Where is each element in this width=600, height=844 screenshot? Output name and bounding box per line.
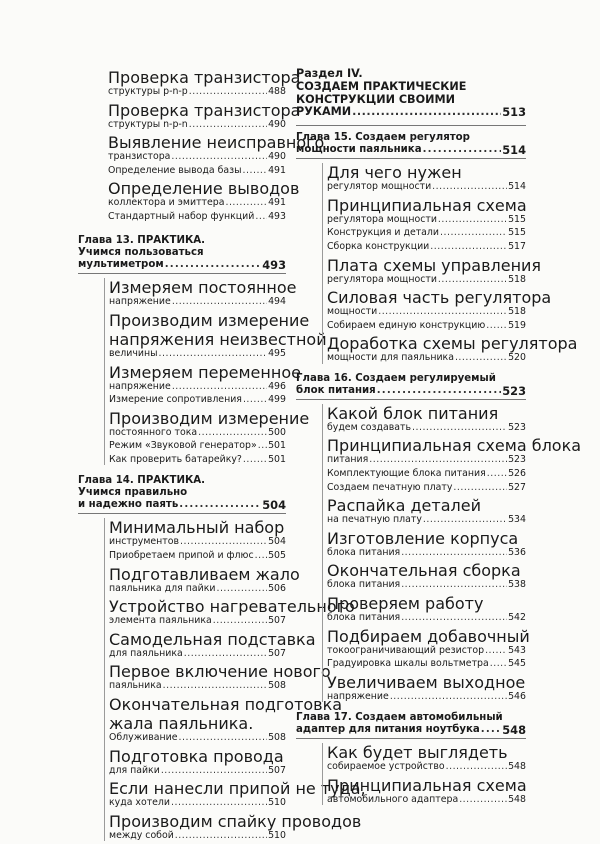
entry-line: Устройство нагревательного (109, 597, 355, 617)
entry-line: Градуировка шкалы вольтметра (327, 658, 489, 670)
dot-leader (175, 831, 267, 841)
dot-leader (352, 106, 501, 119)
page-number: 518 (508, 306, 526, 318)
dot-leader (401, 548, 507, 558)
toc-entry[interactable] (105, 747, 286, 776)
dot-leader (423, 515, 507, 525)
page-number: 513 (502, 105, 526, 120)
dot-leader (438, 275, 507, 285)
toc-entry[interactable] (323, 529, 526, 558)
toc-entry[interactable] (78, 68, 301, 97)
entry-line: величины (109, 347, 158, 359)
dot-leader (189, 87, 267, 97)
dot-leader (179, 499, 261, 511)
dot-leader (453, 483, 507, 493)
entry-line: Конструкция и детали (327, 227, 440, 239)
chapter-16-entries (322, 403, 582, 702)
entry-line: Доработка схемы регулятора (327, 334, 578, 354)
page-number: 520 (508, 352, 526, 364)
entry-line: регулятора мощности (327, 273, 437, 285)
entry-line: будем создавать (327, 421, 411, 433)
toc-entry[interactable] (105, 408, 310, 438)
dot-leader (225, 198, 267, 208)
page-number: 526 (508, 467, 526, 479)
toc-entry[interactable] (323, 776, 526, 805)
page-number: 500 (268, 426, 286, 438)
page-number: 538 (508, 579, 526, 591)
page-number: 523 (502, 383, 526, 398)
toc-entry[interactable] (105, 811, 362, 841)
toc-entry[interactable] (105, 395, 286, 405)
entry-line: паяльника (109, 680, 162, 692)
dot-leader (171, 798, 267, 808)
section-title-line: СОЗДАЕМ ПРАКТИЧЕСКИЕ (296, 79, 467, 93)
dot-leader (481, 724, 501, 736)
dot-leader (216, 584, 267, 594)
entry-line: Облуживание (109, 731, 178, 743)
toc-entry[interactable] (323, 163, 526, 192)
toc-entry[interactable] (323, 242, 526, 252)
toc-entry[interactable] (323, 228, 526, 238)
chapter-title-line: и надежно паять (78, 499, 179, 511)
page-number: 548 (502, 723, 526, 738)
chapter-title-line: Глава 17. Создаем автомобильный (296, 712, 503, 724)
page-number: 545 (508, 658, 526, 670)
toc-entry[interactable] (323, 196, 526, 225)
entry-line: собираемое устройство (327, 761, 445, 773)
entry-line: регулятор мощности (327, 181, 432, 193)
page-number: 501 (268, 453, 286, 465)
page-number: 507 (268, 764, 286, 776)
toc-entry[interactable] (78, 133, 325, 163)
toc-entry[interactable] (105, 518, 286, 547)
page-number: 543 (508, 644, 526, 656)
page-number: 491 (268, 197, 286, 209)
entry-line: Окончательная подготовка (109, 694, 343, 714)
entry-line: Подготавливаем жало (109, 564, 300, 584)
chapter-title-line: Глава 14. ПРАКТИКА. (78, 475, 206, 487)
toc-entry[interactable] (105, 441, 286, 451)
entry-line: Как будет выглядеть (327, 743, 508, 763)
page-number: 510 (268, 829, 286, 841)
page-number: 491 (268, 164, 286, 176)
page-number: 496 (268, 380, 286, 392)
entry-line: на печатную плату (327, 514, 422, 526)
chapter-title-line: Учимся правильно (78, 487, 188, 499)
divider (78, 273, 286, 274)
toc-entry[interactable] (323, 561, 526, 590)
dot-leader (455, 353, 507, 363)
section-title-line: КОНСТРУКЦИИ СВОИМИ (296, 92, 455, 106)
toc-entry[interactable] (78, 212, 286, 222)
dot-leader (438, 215, 507, 225)
entry-line: Плата схемы управления (327, 255, 542, 275)
page-number: 515 (508, 227, 526, 239)
section-title-line: Раздел IV. (296, 67, 363, 80)
entry-line: Измеряем переменное (109, 362, 301, 382)
toc-right-column (296, 67, 582, 808)
entry-line: Стандартный набор функций (108, 210, 255, 222)
page-number: 490 (268, 151, 286, 163)
entry-line: Минимальный набор (109, 518, 285, 538)
entry-line: питания (327, 454, 369, 466)
toc-entry[interactable] (105, 564, 300, 594)
page-number: 507 (268, 647, 286, 659)
entry-line: Распайка деталей (327, 496, 481, 516)
toc-entry[interactable] (323, 626, 530, 656)
entry-line: Самодельная подставка (109, 629, 316, 649)
dot-leader (432, 182, 507, 192)
page-number: 490 (268, 118, 286, 130)
page-number: 519 (508, 319, 526, 331)
dot-leader (179, 733, 268, 743)
toc-entry[interactable] (78, 179, 300, 209)
entry-line: коллектора и эмиттера (108, 197, 225, 209)
page-number: 546 (508, 690, 526, 702)
page-number: 493 (262, 258, 286, 273)
entry-line: блока питания (327, 611, 401, 623)
entry-line: напряжение (327, 690, 389, 702)
entry-line: Производим измерение (109, 310, 310, 330)
toc-entry[interactable] (105, 551, 286, 561)
entry-line: Увеличиваем выходное (327, 672, 526, 692)
entry-line: Определение вывода базы (108, 164, 242, 176)
toc-entry[interactable] (323, 659, 526, 669)
entry-line: Создаем печатную плату (327, 481, 453, 493)
chapter-title-line: Глава 13. ПРАКТИКА. (78, 235, 206, 247)
toc-entry[interactable] (105, 455, 286, 465)
entry-line: Проверяем работу (327, 593, 484, 613)
chapter-title-line: адаптер для питания ноутбука (296, 724, 480, 736)
entry-line: Проверка транзистора (108, 100, 301, 120)
entry-line: токоограничивающий резистор (327, 644, 485, 656)
dot-leader (213, 616, 267, 626)
dot-leader (243, 455, 267, 465)
page-number: 548 (508, 761, 526, 773)
toc-entry[interactable] (323, 321, 526, 331)
toc-entry[interactable] (323, 496, 526, 525)
entry-line: Какой блок питания (327, 403, 499, 423)
divider (296, 125, 526, 126)
dot-leader (171, 152, 267, 162)
dot-leader (401, 580, 507, 590)
entry-line: Изготовление корпуса (327, 528, 519, 548)
entry-line: элемента паяльника (109, 615, 212, 627)
dot-leader (159, 349, 268, 359)
toc-entry[interactable] (105, 278, 297, 308)
entry-line: Режим «Звуковой генератор» (109, 440, 257, 452)
toc-entry[interactable] (323, 436, 582, 466)
chapter-16-heading[interactable] (296, 373, 526, 397)
page-number: 542 (508, 611, 526, 623)
entry-line: Определение выводов (108, 179, 300, 199)
toc-entry[interactable] (78, 100, 301, 130)
entry-line: Выявление неисправного (108, 133, 325, 153)
toc-entry[interactable] (323, 483, 526, 493)
entry-line: Для чего нужен (327, 163, 462, 183)
entry-line: мощности для паяльника (327, 352, 454, 364)
page-number: 517 (508, 240, 526, 252)
entry-line: Силовая часть регулятора (327, 288, 552, 308)
page-number: 504 (262, 498, 286, 513)
page-number: 534 (508, 514, 526, 526)
page-number: 494 (268, 296, 286, 308)
entry-line: структуры p-n-p (108, 86, 188, 97)
page-number: 523 (508, 454, 526, 466)
dot-leader (165, 259, 262, 271)
page-number: 488 (268, 86, 286, 97)
dot-leader (412, 423, 507, 433)
chapter-title-line: блок питания (296, 384, 376, 396)
divider (296, 738, 526, 739)
divider (296, 158, 526, 159)
entry-line: напряжение (109, 296, 171, 308)
entry-line: Как проверить батарейку? (109, 453, 242, 465)
chapter-title-line: Глава 15. Создаем регулятор (296, 132, 470, 144)
toc-entry[interactable] (78, 166, 286, 176)
entry-line: Принципиальная схема (327, 195, 527, 215)
dot-leader (390, 692, 507, 702)
page-number: 501 (268, 440, 286, 452)
toc-entry[interactable] (323, 255, 542, 285)
entry-line: Первое включение нового (109, 662, 331, 682)
entry-line: Подбираем добавочный (327, 626, 530, 646)
toc-entry[interactable] (105, 662, 331, 692)
entry-line: между собой (109, 829, 174, 841)
entry-line: автомобильного адаптера (327, 793, 459, 805)
page-number: 548 (508, 793, 526, 805)
entry-line: Измерение сопротивления (109, 394, 242, 406)
entry-line: для пайки (109, 764, 160, 776)
dot-leader (430, 242, 507, 252)
dot-leader (243, 166, 268, 176)
dot-leader (401, 613, 507, 623)
entry-line: жала паяльника. (109, 713, 254, 733)
toc-entry[interactable] (105, 310, 327, 359)
page-number: 536 (508, 546, 526, 558)
dot-leader (486, 321, 507, 331)
entry-line: Если нанесли припой не туда, (109, 779, 366, 799)
page-number: 504 (268, 536, 286, 548)
dot-leader (490, 659, 507, 669)
section-4-heading[interactable] (296, 68, 526, 119)
chapter-13-entries (104, 278, 327, 465)
entry-line: напряжения неизвестной (109, 329, 327, 349)
entry-line: Принципиальная схема (327, 775, 527, 795)
toc-entry[interactable] (323, 594, 526, 623)
dot-leader (377, 385, 502, 397)
toc-entry[interactable] (323, 469, 526, 479)
entry-line: постоянного тока (109, 426, 198, 438)
entry-line: структуры n-p-n (108, 118, 188, 130)
entry-line: Принципиальная схема блока (327, 436, 582, 456)
toc-entry[interactable] (323, 404, 526, 433)
entry-line: Подготовка провода (109, 746, 284, 766)
page-number: 518 (508, 273, 526, 285)
dot-leader (440, 228, 507, 238)
entry-line: Производим измерение (109, 408, 310, 428)
toc-entry[interactable] (323, 673, 526, 702)
dot-leader (378, 307, 507, 317)
dot-leader (423, 144, 502, 156)
entry-line: инструментов (109, 536, 180, 548)
page-number: 514 (502, 143, 526, 158)
dot-leader (161, 766, 267, 776)
page-number: 499 (268, 394, 286, 406)
chapter-title-line: Учимся пользоваться (78, 247, 204, 259)
entry-line: блока питания (327, 546, 401, 558)
dot-leader (184, 649, 267, 659)
page-number: 507 (268, 615, 286, 627)
toc-entry[interactable] (323, 288, 552, 318)
dot-leader (198, 428, 267, 438)
toc-entry[interactable] (105, 597, 355, 627)
toc-entry[interactable] (105, 779, 366, 809)
entry-line: Сборка конструкции (327, 240, 430, 252)
dot-leader (446, 762, 507, 772)
dot-leader (255, 551, 267, 561)
toc-entry[interactable] (105, 694, 343, 743)
dot-leader (485, 646, 507, 656)
dot-leader (243, 395, 267, 405)
page-number: 510 (268, 797, 286, 809)
entry-line: Измеряем постоянное (109, 278, 297, 298)
entry-line: Собираем единую конструкцию (327, 319, 486, 331)
page-number: 515 (508, 213, 526, 225)
dot-leader (180, 537, 267, 547)
entry-line: Комплектующие блока питания (327, 467, 486, 479)
toc-entry[interactable] (323, 334, 578, 364)
entry-line: Приобретаем припой и флюс (109, 549, 254, 561)
entry-line: паяльника для пайки (109, 582, 216, 594)
page-number: 506 (268, 582, 286, 594)
dot-leader (459, 795, 507, 805)
chapter-15-heading[interactable] (296, 132, 526, 156)
chapter-13-heading[interactable] (78, 235, 286, 271)
page-number: 508 (268, 680, 286, 692)
chapter-17-entries (322, 743, 526, 805)
dot-leader (172, 382, 267, 392)
chapter-title-line: Глава 16. Создаем регулируемый (296, 372, 496, 384)
section-title-line: РУКАМИ (296, 105, 352, 119)
entry-line: транзистора (108, 151, 171, 163)
toc-entry[interactable] (323, 743, 526, 772)
chapter-title-line: мощности паяльника (296, 144, 422, 156)
entry-line: Окончательная сборка (327, 561, 521, 581)
entry-line: напряжение (109, 380, 171, 392)
dot-leader (369, 455, 507, 465)
page-number: 508 (268, 731, 286, 743)
divider (296, 399, 526, 400)
dot-leader (487, 469, 507, 479)
divider (78, 513, 286, 514)
entry-line: куда хотели (109, 797, 171, 809)
chapter-14-heading[interactable] (78, 475, 286, 511)
entry-line: Производим спайку проводов (109, 811, 362, 831)
chapter-17-heading[interactable] (296, 712, 526, 736)
entry-line: для паяльника (109, 647, 183, 659)
dot-leader (258, 441, 267, 451)
dot-leader (163, 681, 267, 691)
toc-entry[interactable] (105, 362, 301, 392)
dot-leader (189, 120, 267, 130)
entry-line: регулятора мощности (327, 213, 437, 225)
dot-leader (255, 212, 267, 222)
entry-line: мощности (327, 306, 378, 318)
chapter-title-line: мультиметром (78, 259, 164, 271)
entry-line: блока питания (327, 579, 401, 591)
page-number: 493 (268, 210, 286, 222)
toc-entry[interactable] (105, 629, 316, 659)
dot-leader (172, 297, 267, 307)
page-number: 505 (268, 549, 286, 561)
page-number: 523 (508, 421, 526, 433)
page-number: 495 (268, 347, 286, 359)
chapter-15-entries (322, 163, 578, 364)
page-number: 527 (508, 481, 526, 493)
entry-line: Проверка транзистора (108, 68, 301, 87)
page-number: 514 (508, 181, 526, 193)
